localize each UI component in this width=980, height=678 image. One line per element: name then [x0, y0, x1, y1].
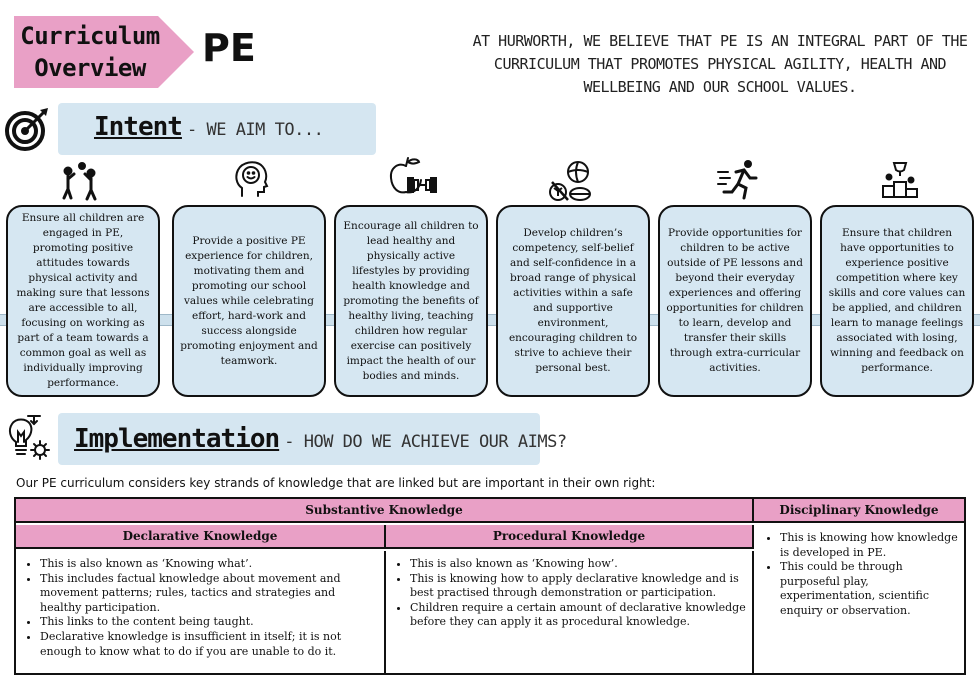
implementation-intro: Our PE curriculum considers key strands of knowledge that are linked but are important in their own right:: [16, 476, 656, 490]
list-item: • This includes factual knowledge about movement and movement patterns; rules, tactics and strategies and healthy participation.: [40, 572, 378, 616]
apple-dumbbell-icon: [388, 156, 438, 200]
list-item: • Declarative knowledge is insufficient in itself; it is not enough to know what to do if you are unable to do it.: [40, 630, 378, 659]
list-item: • This is also known as ‘Knowing how’.: [410, 557, 746, 572]
curriculum-overview-label: [20, 20, 160, 84]
aim-card-6: [820, 205, 974, 397]
intent-heading: [94, 112, 323, 142]
tag-line-2: Overview: [34, 54, 146, 82]
disciplinary-list: [760, 531, 958, 619]
aim-card-5: [658, 205, 812, 397]
aim-text: Develop children’s competency, self-belief and self-confidence in a broad range of physical activities within a safe and supportive environment, encouraging children to strive to achieve their personal best.: [508, 227, 638, 374]
belief-statement: AT HURWORTH, WE BELIEVE THAT PE IS AN INTEGRAL PART OF THE CURRICULUM THAT PROMOTES PHYSICAL AGILITY, HEALTH AND WELLBEING AND OUR SCHOOL VALUES.: [472, 32, 968, 96]
list-item: • This links to the content being taught.: [40, 615, 378, 630]
aim-text: Ensure all children are engaged in PE, promoting positive attitudes towards physical activity and making sure that lessons are accessible to all, focusing on working as part of a team towards a common goal as well as individually improving performance.: [16, 212, 150, 389]
aim-text: Provide a positive PE experience for children, motivating them and promoting our school values while celebrating effort, hard-work and success alongside promoting enjoyment and teamwork.: [180, 234, 318, 367]
lightbulb-gear-icon: [4, 412, 52, 462]
subject-title: PE: [202, 26, 256, 70]
implementation-title: Implementation: [74, 424, 280, 454]
procedural-cell: [386, 551, 754, 675]
list-item: • Children require a certain amount of declarative knowledge before they can apply it as procedural knowledge.: [410, 601, 746, 630]
substantive-header: Substantive Knowledge: [16, 499, 754, 523]
implementation-heading: [74, 424, 567, 454]
target-icon: [4, 106, 50, 152]
aim-card-4: [496, 205, 650, 397]
procedural-list: [390, 557, 746, 630]
disciplinary-header: Disciplinary Knowledge: [754, 499, 964, 523]
list-item: • This is also known as ‘Knowing what’.: [40, 557, 378, 572]
knowledge-table: [14, 497, 966, 675]
declarative-header: Declarative Knowledge: [16, 525, 386, 549]
procedural-header: Procedural Knowledge: [386, 525, 754, 549]
declarative-cell: [16, 551, 386, 675]
list-item: • This could be through purposeful play, experimentation, scientific enquiry or observation.: [780, 560, 958, 618]
aim-text: Ensure that children have opportunities to experience positive competition where key skills and core values can be applied, and children learn to manage feelings associated with losing, winning and feedback on performance.: [828, 227, 966, 374]
aim-card-2: [172, 205, 326, 397]
declarative-list: [20, 557, 378, 659]
podium-icon: [880, 160, 920, 200]
tag-line-1: Curriculum: [20, 22, 160, 50]
sports-balls-icon: [548, 160, 594, 204]
list-item: • This is knowing how knowledge is developed in PE.: [780, 531, 958, 560]
people-playing-icon: [60, 162, 100, 202]
aim-text: Encourage all children to lead healthy and physically active lifestyles by providing health knowledge and promoting the benefits of healthy living, teaching children how regular exercise can positively impact the health of our bodies and minds.: [343, 219, 479, 382]
intent-subtitle: - WE AIM TO...: [187, 120, 324, 140]
smiling-head-icon: [232, 158, 272, 198]
implementation-subtitle: - HOW DO WE ACHIEVE OUR AIMS?: [284, 432, 567, 452]
aim-card-3: [334, 205, 488, 397]
intent-title: Intent: [94, 112, 182, 142]
aim-text: Provide opportunities for children to be active outside of PE lessons and beyond their everyday experiences and offering opportunities for children to learn, develop and transfer their skills through extra-curricular activities.: [666, 227, 804, 374]
disciplinary-cell: [756, 525, 964, 675]
list-item: • This is knowing how to apply declarative knowledge and is best practised through demonstration or participation.: [410, 572, 746, 601]
running-person-icon: [716, 158, 760, 200]
aim-card-1: [6, 205, 160, 397]
